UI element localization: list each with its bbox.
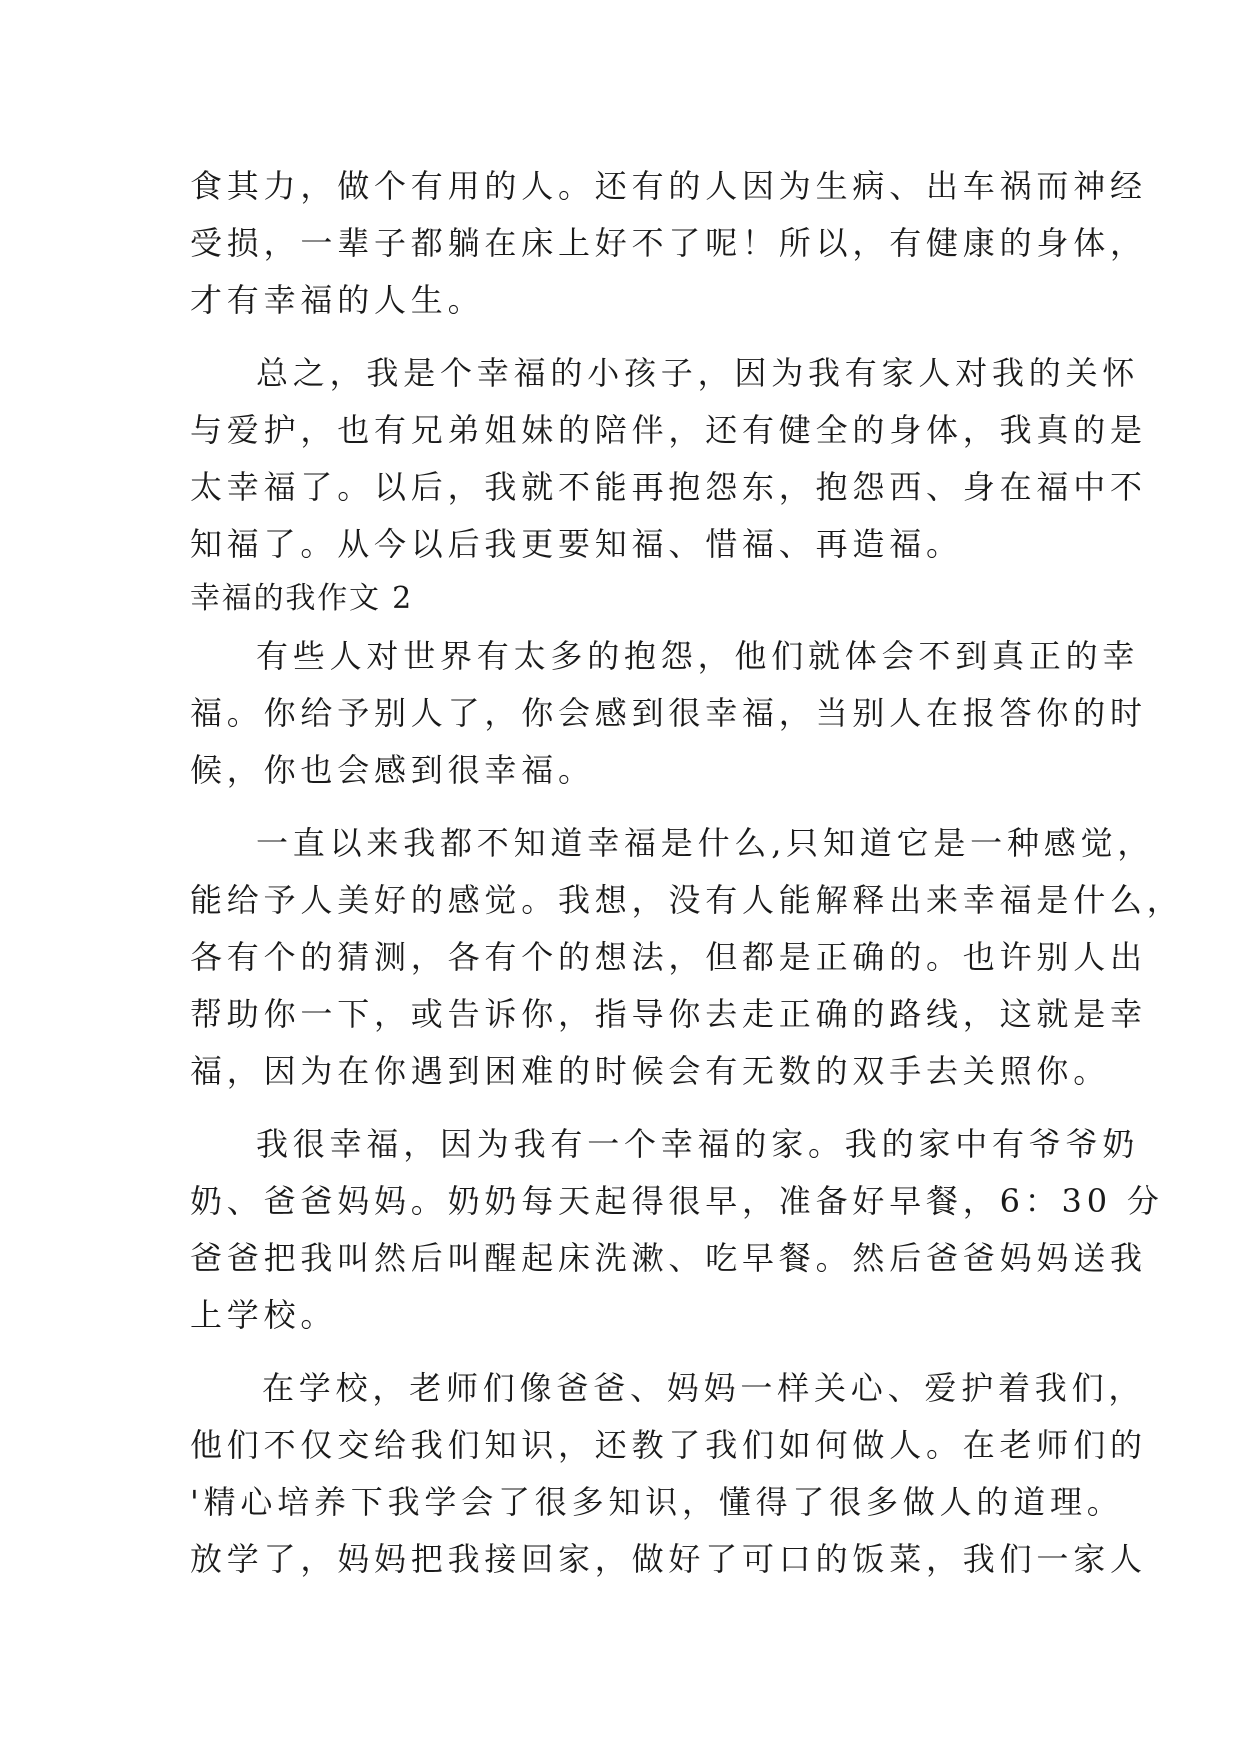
section-heading: 幸福的我作文 2 [190,581,414,616]
text-line: 候，你也会感到很幸福。 [190,751,595,789]
text-line: 总之，我是个幸福的小孩子，因为我有家人对我的关怀 [256,354,1140,392]
text-line: 他们不仅交给我们知识，还教了我们如何做人。在老师们的 [190,1426,1147,1464]
text-line: 上学校。 [190,1296,338,1334]
text-line: '精心培养下我学会了很多知识，懂得了很多做人的道理。 [190,1483,1124,1521]
text-line: 爸爸把我叫然后叫醒起床洗漱、吃早餐。然后爸爸妈妈送我 [190,1239,1147,1277]
text-line: 各有个的猜测，各有个的想法，但都是正确的。也许别人出 [190,938,1147,976]
text-line: 才有幸福的人生。 [190,281,485,319]
text-line: 与爱护，也有兄弟姐妹的陪伴，还有健全的身体，我真的是 [190,411,1147,449]
text-line: 能给予人美好的感觉。我想，没有人能解释出来幸福是什么， [190,881,1184,919]
text-line: 一直以来我都不知道幸福是什么,只知道它是一种感觉， [256,824,1155,862]
text-line: 食其力，做个有用的人。还有的人因为生病、出车祸而神经 [190,167,1147,205]
text-line: 放学了，妈妈把我接回家，做好了可口的饭菜，我们一家人 [190,1540,1147,1578]
text-line: 太幸福了。以后，我就不能再抱怨东，抱怨西、身在福中不 [190,468,1147,506]
text-line: 我很幸福，因为我有一个幸福的家。我的家中有爷爷奶 [256,1125,1140,1163]
text-line: 在学校，老师们像爸爸、妈妈一样关心、爱护着我们， [262,1369,1146,1407]
text-line: 受损，一辈子都躺在床上好不了呢！所以，有健康的身体， [190,224,1147,262]
text-line: 帮助你一下，或告诉你，指导你去走正确的路线，这就是幸 [190,995,1147,1033]
text-line: 福。你给予别人了，你会感到很幸福，当别人在报答你的时 [190,694,1147,732]
text-line: 福，因为在你遇到困难的时候会有无数的双手去关照你。 [190,1052,1111,1090]
text-line: 知福了。从今以后我更要知福、惜福、再造福。 [190,525,963,563]
text-line: 有些人对世界有太多的抱怨，他们就体会不到真正的幸 [256,637,1140,675]
text-line: 奶、爸爸妈妈。奶奶每天起得很早，准备好早餐，6：30 分 [190,1182,1164,1220]
